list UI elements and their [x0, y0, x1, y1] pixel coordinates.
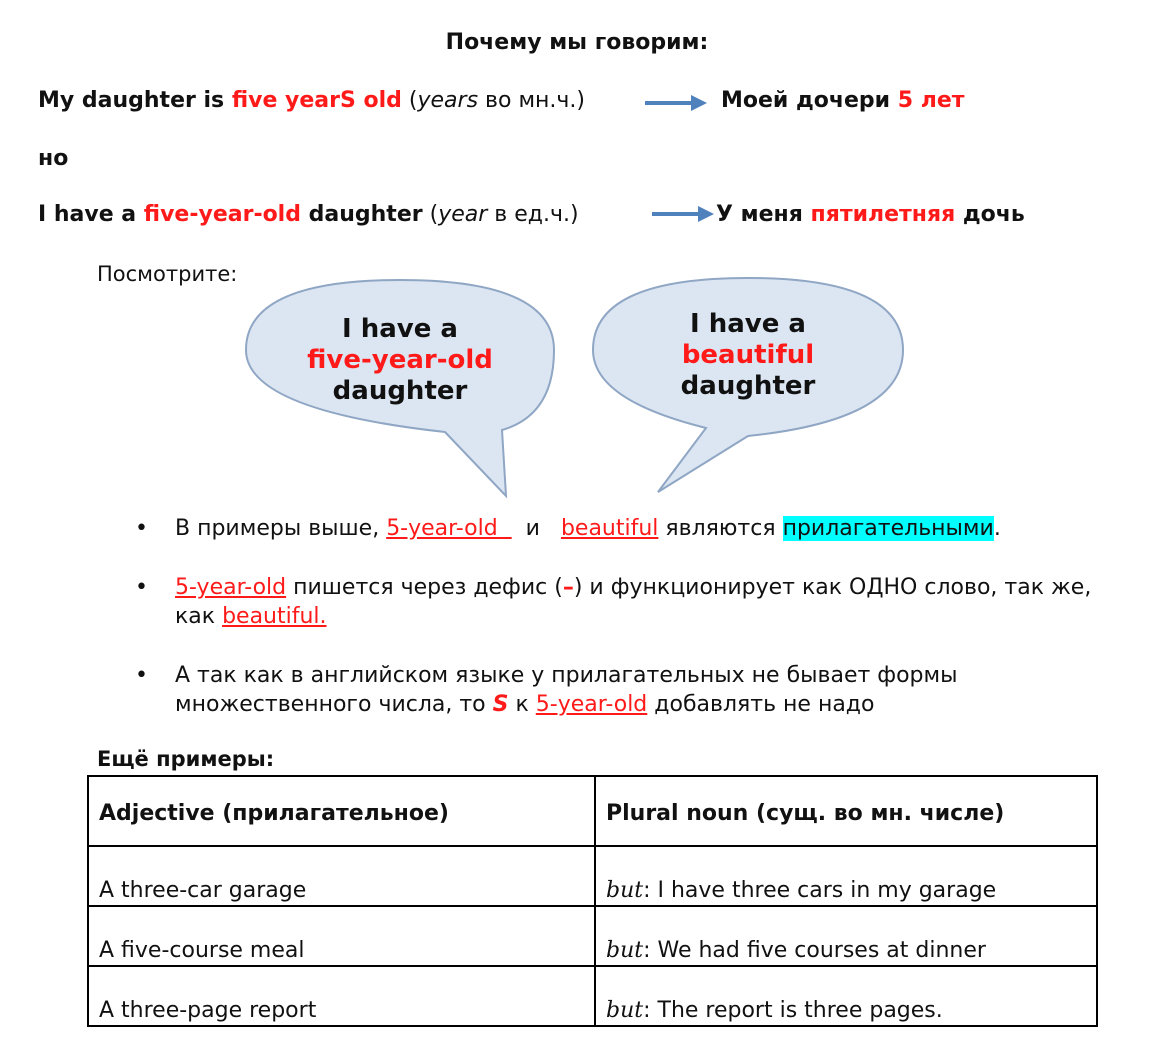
adjective-cell: A three-page report: [88, 966, 595, 1026]
look-label: Посмотрите:: [97, 262, 238, 286]
term-link: 5-year-old: [386, 516, 512, 541]
line2-part: I have a: [38, 202, 144, 227]
line2-part: (: [422, 202, 439, 227]
column-header: Adjective (прилагательное): [88, 776, 595, 846]
letter-s: S: [492, 692, 509, 717]
line1-part: (: [401, 88, 418, 113]
plural-text: : I have three cars in my garage: [643, 878, 997, 903]
line1-part: Моей дочери: [721, 88, 898, 113]
bubble-right-text: [618, 309, 878, 402]
bullet-text: А так как в английском языке у прилагательных не бывает формы множественного числа, то: [175, 663, 958, 717]
list-item: [135, 661, 1095, 719]
bullet-text: добавлять не надо: [647, 692, 875, 717]
table-row: [88, 906, 1097, 966]
adjective-cell: A five-course meal: [88, 906, 595, 966]
adjective-cell: A three-car garage: [88, 846, 595, 906]
line1-highlight: five yearS old: [231, 88, 402, 113]
plural-text: : We had five courses at dinner: [643, 938, 986, 963]
dash-symbol: –: [562, 575, 574, 600]
bullet-icon: •: [135, 575, 148, 600]
bullet-text: пишется через дефис (: [286, 575, 563, 600]
highlighted-term: прилагательными: [782, 516, 994, 541]
line2-part: daughter: [300, 202, 423, 227]
bubble-line: daughter: [680, 371, 816, 401]
table-row: [88, 846, 1097, 906]
line1-part: во мн.ч.): [478, 88, 585, 113]
line1-part: My daughter is: [38, 88, 232, 113]
bullet-text: ) и функционирует как ОДНО слово, так же, как: [175, 575, 1092, 629]
plural-text: : The report is three pages.: [643, 998, 943, 1023]
page-title: Почему мы говорим:: [445, 30, 709, 55]
more-examples-heading: Ещё примеры:: [97, 747, 275, 771]
conjunction-but: но: [38, 146, 69, 171]
term-link: beautiful.: [222, 604, 327, 629]
term-link: beautiful: [560, 516, 659, 541]
plural-cell: [595, 846, 1097, 906]
but-label: but: [606, 998, 644, 1023]
bubble-left-text: [270, 314, 530, 407]
bullet-text: и: [511, 516, 561, 541]
list-item: [135, 573, 1095, 631]
line1-highlight: 5 лет: [897, 88, 965, 113]
term-link: 5-year-old: [175, 575, 287, 600]
but-label: but: [606, 938, 644, 963]
bullet-icon: •: [135, 663, 148, 688]
examples-table: [87, 775, 1098, 1027]
plural-cell: [595, 906, 1097, 966]
table-row: [88, 966, 1097, 1026]
line2-part: year: [438, 202, 488, 227]
term-link: 5-year-old: [535, 692, 648, 717]
speech-bubbles: [0, 0, 1154, 520]
list-item: [135, 514, 1095, 543]
line2-part: дочь: [955, 202, 1025, 227]
bullet-text: .: [993, 516, 1001, 541]
line2-highlight: пятилетняя: [810, 202, 956, 227]
bubble-line-highlight: beautiful: [681, 340, 815, 370]
line2-part: У меня: [716, 202, 811, 227]
line1-part: years: [417, 88, 479, 113]
line2-part: в ед.ч.): [487, 202, 579, 227]
bullet-icon: •: [135, 516, 148, 541]
line2-highlight: five-year-old: [143, 202, 301, 227]
bullet-text: являются: [658, 516, 783, 541]
bullet-text: к: [508, 692, 536, 717]
bubble-line: daughter: [332, 376, 468, 406]
bubble-line: I have a: [690, 309, 806, 339]
explanation-list: [135, 514, 1095, 749]
column-header: Plural noun (сущ. во мн. числе): [595, 776, 1097, 846]
bubble-line-highlight: five-year-old: [307, 345, 493, 375]
plural-cell: [595, 966, 1097, 1026]
bubble-line: I have a: [342, 314, 458, 344]
but-label: but: [606, 878, 644, 903]
bullet-text: В примеры выше,: [175, 516, 387, 541]
table-header-row: [88, 776, 1097, 846]
